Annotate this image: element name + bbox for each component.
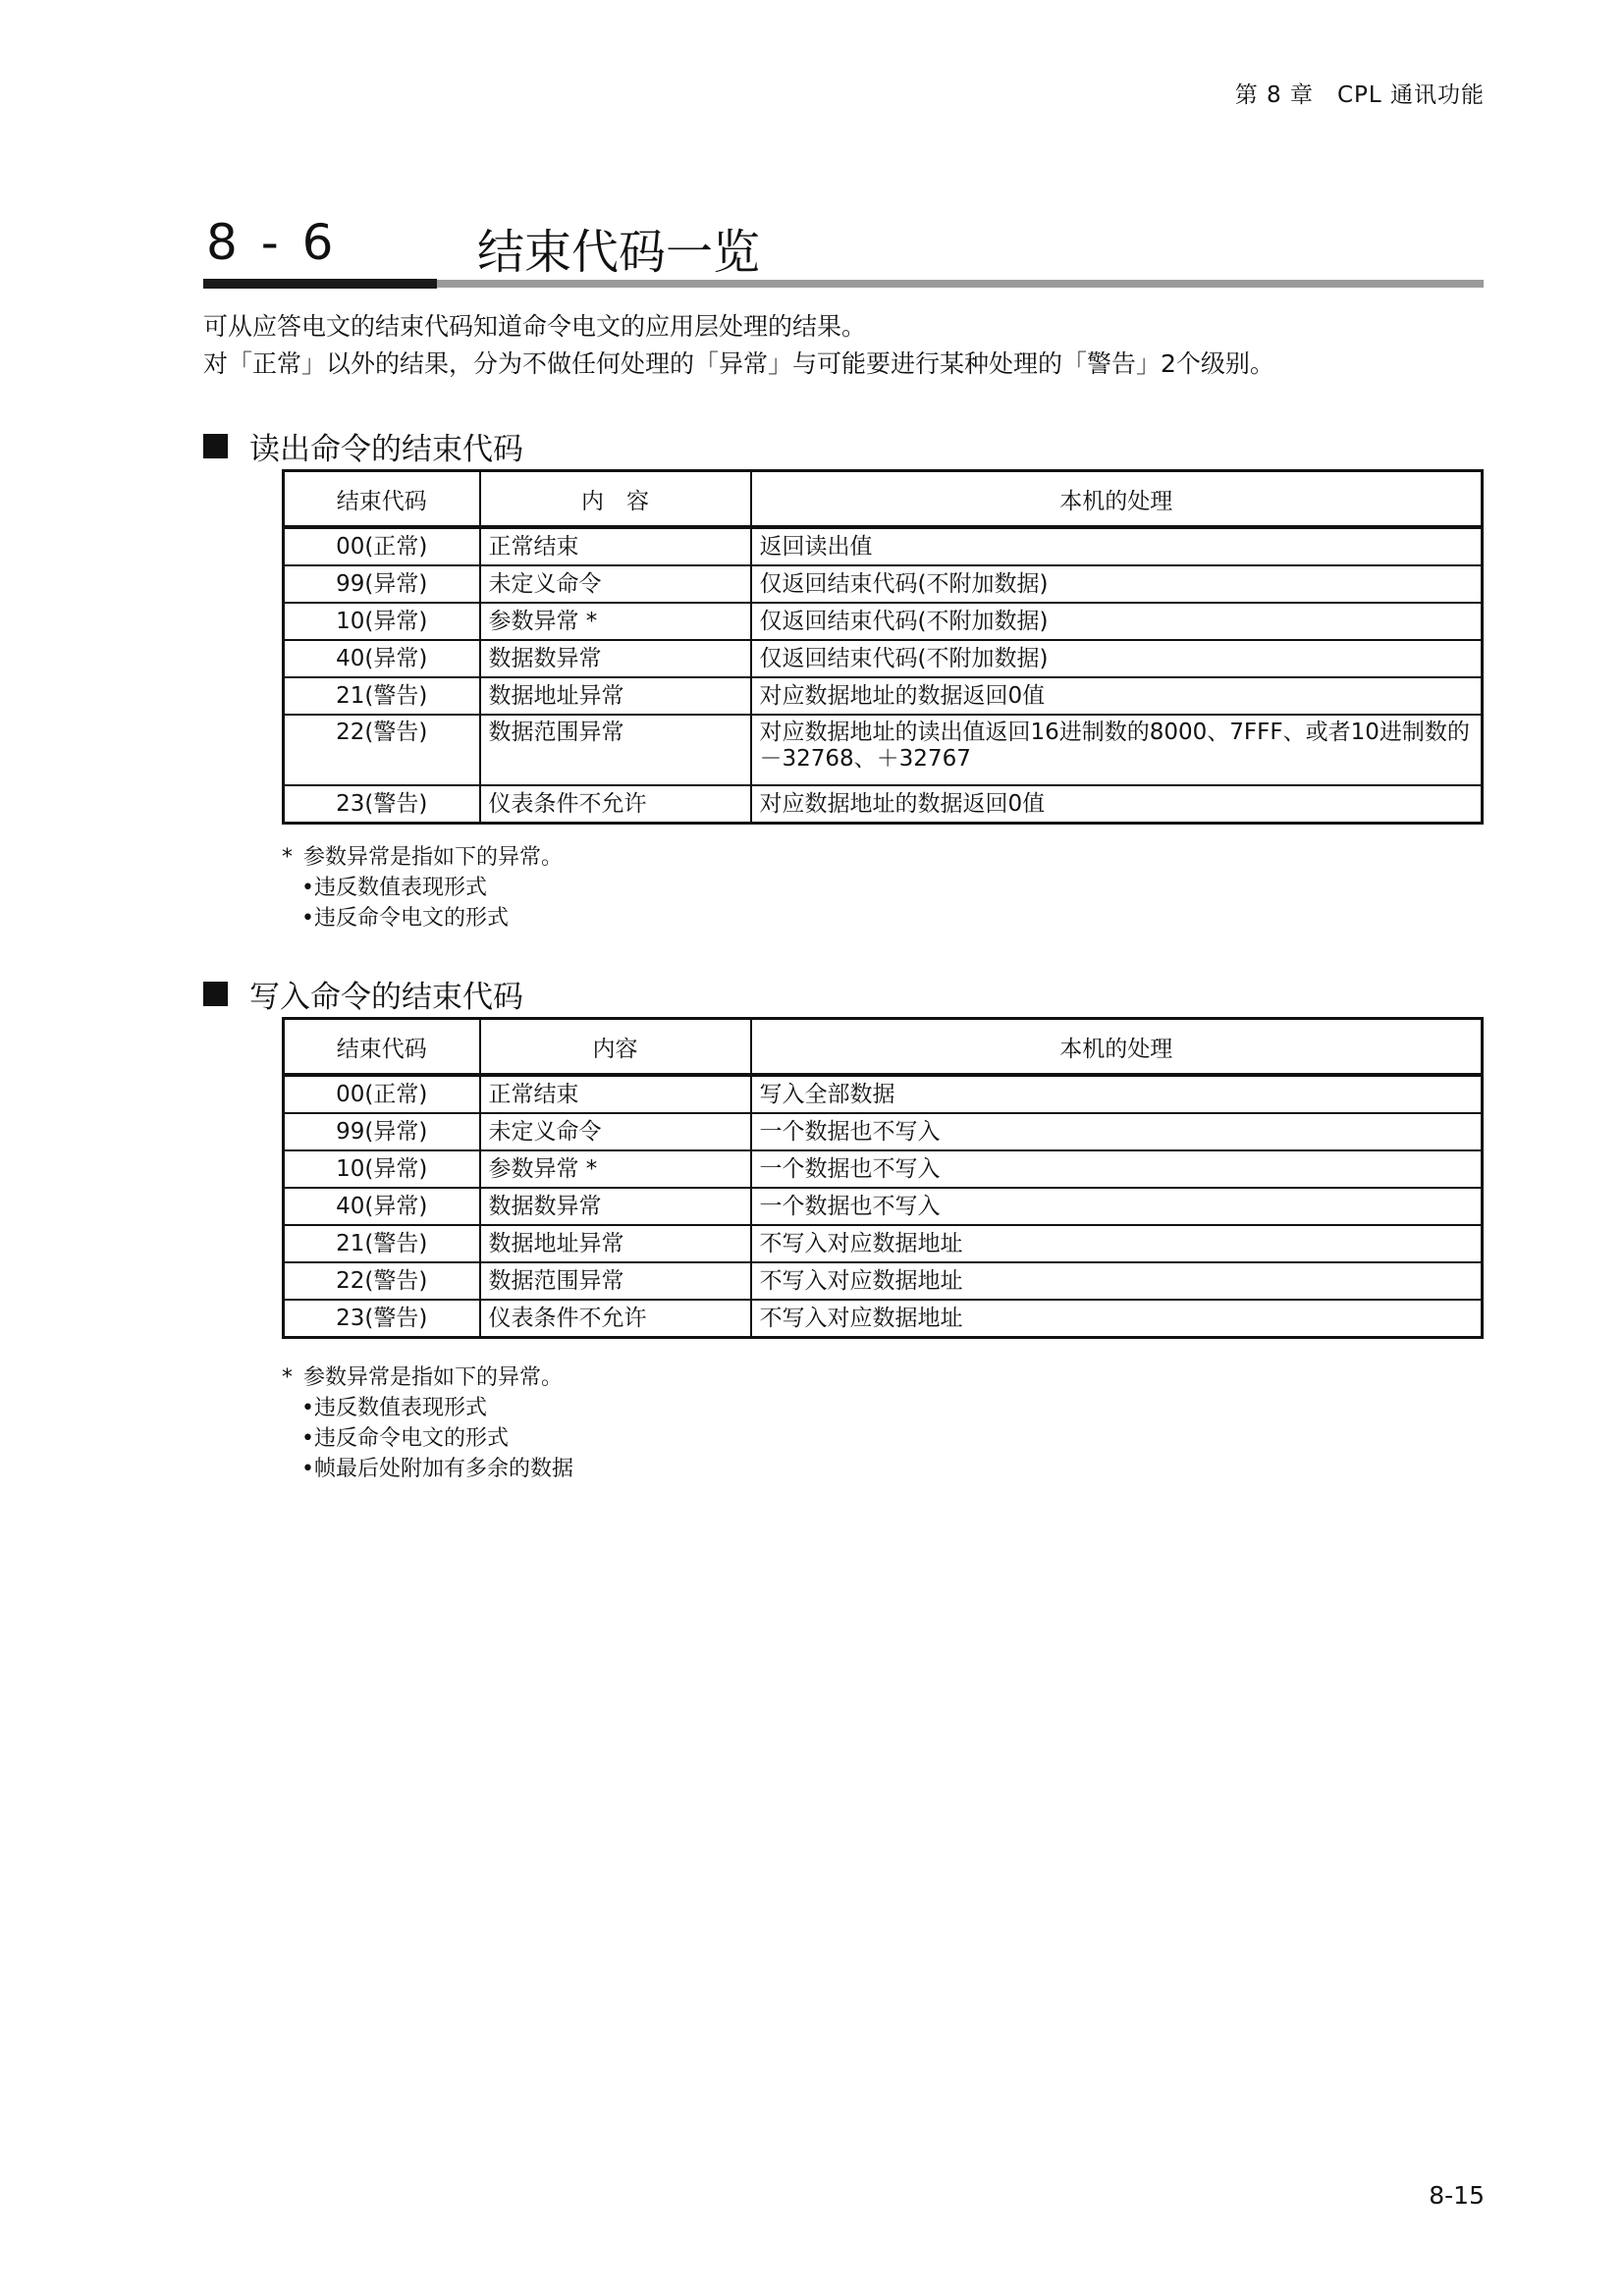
page-number: 8-15 [1429,2181,1485,2210]
column-header: 本机的处理 [751,1019,1483,1076]
content-cell: 数据数异常 [480,640,751,677]
end-code-cell: 10(异常) [284,1150,480,1188]
content-cell: 数据数异常 [480,1188,751,1225]
write-section-heading [203,972,523,1016]
intro-line: 可从应答电文的结束代码知道命令电文的应用层处理的结果。 [203,312,867,341]
end-code-cell: 40(异常) [284,640,480,677]
content-cell: 数据范围异常 [480,715,751,785]
content-cell: 正常结束 [480,1075,751,1113]
write-section-heading-text: 写入命令的结束代码 [249,980,523,1015]
table-row [284,603,1483,640]
table-row [284,565,1483,603]
content-cell: 未定义命令 [480,1113,751,1150]
table-row [284,640,1483,677]
handling-cell: 写入全部数据 [751,1075,1483,1113]
handling-cell: 一个数据也不写入 [751,1150,1483,1188]
handling-cell: 仅返回结束代码(不附加数据) [751,640,1483,677]
write-footnote [282,1362,573,1484]
intro-line: 对「正常」以外的结果，分为不做任何处理的「异常」与可能要进行某种处理的「警告」2个级别。 [203,349,1274,378]
handling-cell: 一个数据也不写入 [751,1113,1483,1150]
content-cell: 数据地址异常 [480,1225,751,1262]
read-section-heading [203,424,523,468]
table-header-row [284,1019,1483,1076]
square-bullet-icon [203,434,228,458]
handling-cell: 不写入对应数据地址 [751,1262,1483,1300]
end-code-cell: 99(异常) [284,565,480,603]
title-rule-dark [203,279,437,289]
column-header: 本机的处理 [751,471,1483,528]
table-row [284,1075,1483,1113]
content-cell: 仪表条件不允许 [480,785,751,824]
footnote-item: •违反数值表现形式 [301,876,487,900]
column-header: 结束代码 [284,1019,480,1076]
content-cell: 参数异常 * [480,1150,751,1188]
footnote-item: •帧最后处附加有多余的数据 [301,1457,573,1481]
table-row [284,677,1483,715]
table-row [284,715,1483,785]
end-code-cell: 23(警告) [284,785,480,824]
table-row [284,1225,1483,1262]
end-code-cell: 21(警告) [284,1225,480,1262]
handling-cell: 不写入对应数据地址 [751,1225,1483,1262]
title-rule-gray [437,280,1484,288]
end-code-cell: 23(警告) [284,1300,480,1338]
footnote-item: •违反数值表现形式 [301,1396,487,1420]
table-row [284,1262,1483,1300]
content-cell: 数据地址异常 [480,677,751,715]
footnote-item: •违反命令电文的形式 [301,1426,509,1451]
read-footnote [282,842,563,934]
table-row [284,527,1483,565]
section-number: 8 - 6 [206,214,338,271]
handling-cell: 对应数据地址的数据返回0值 [751,785,1483,824]
read-codes-table [282,469,1484,825]
handling-cell: 对应数据地址的数据返回0值 [751,677,1483,715]
end-code-cell: 40(异常) [284,1188,480,1225]
content-cell: 参数异常 * [480,603,751,640]
column-header: 内容 [480,1019,751,1076]
table-row [284,1150,1483,1188]
handling-cell: 一个数据也不写入 [751,1188,1483,1225]
end-code-cell: 21(警告) [284,677,480,715]
end-code-cell: 00(正常) [284,1075,480,1113]
intro-paragraph [203,308,1274,383]
footnote-title: 参数异常是指如下的异常。 [303,1365,564,1390]
end-code-cell: 22(警告) [284,1262,480,1300]
footnote-item: •违反命令电文的形式 [301,906,509,931]
handling-cell: 返回读出值 [751,527,1483,565]
end-code-cell: 10(异常) [284,603,480,640]
running-header: 第 8 章 CPL 通讯功能 [1234,82,1485,108]
section-title: 结束代码一览 [477,225,761,280]
handling-cell: 对应数据地址的读出值返回16进制数的8000、7FFF、或者10进制数的－32768、＋32767 [751,715,1483,785]
table-row [284,1188,1483,1225]
end-code-cell: 22(警告) [284,715,480,785]
table-header-row [284,471,1483,528]
column-header: 结束代码 [284,471,480,528]
write-codes-table [282,1017,1484,1339]
footnote-marker: * [282,845,293,870]
read-section-heading-text: 读出命令的结束代码 [249,432,523,467]
end-code-cell: 99(异常) [284,1113,480,1150]
footnote-title: 参数异常是指如下的异常。 [303,845,564,870]
table-row [284,785,1483,824]
end-code-cell: 00(正常) [284,527,480,565]
column-header: 内 容 [480,471,751,528]
handling-cell: 仅返回结束代码(不附加数据) [751,565,1483,603]
content-cell: 仪表条件不允许 [480,1300,751,1338]
content-cell: 正常结束 [480,527,751,565]
handling-cell: 仅返回结束代码(不附加数据) [751,603,1483,640]
handling-cell: 不写入对应数据地址 [751,1300,1483,1338]
square-bullet-icon [203,982,228,1006]
table-row [284,1300,1483,1338]
table-row [284,1113,1483,1150]
content-cell: 数据范围异常 [480,1262,751,1300]
footnote-marker: * [282,1365,293,1390]
content-cell: 未定义命令 [480,565,751,603]
